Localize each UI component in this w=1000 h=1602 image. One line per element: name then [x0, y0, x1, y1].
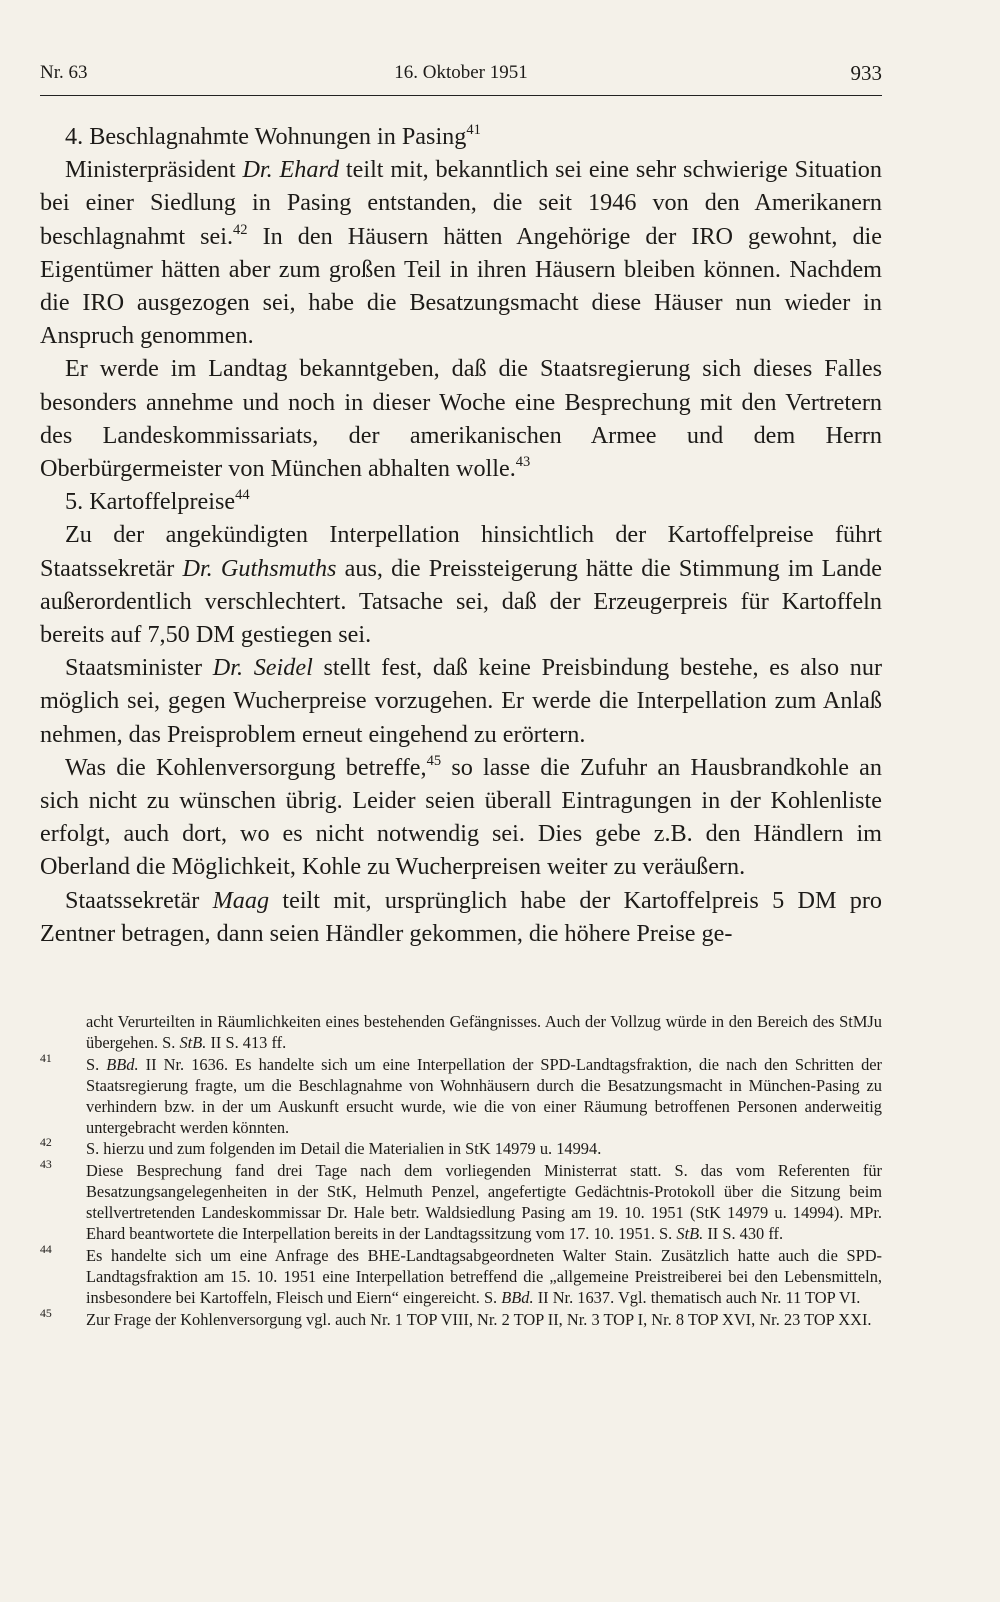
section-4-paragraph-1: Ministerpräsident Dr. Ehard teilt mit, bekanntlich sei eine sehr schwierige Situation bei einer Siedlung in Pasing entstanden, die seit 1946 von den Amerikanern beschlagnahmt sei.$^{42}$ In den Häusern hätten Angehörige der IRO gewohnt, die Eigentümer hätten aber zum großen Teil in ihren Häusern bleiben können. Nachdem die IRO ausgezogen sei, habe die Besatzungsmacht diese Häuser nun wieder in Anspruch genommen.	[40, 156, 882, 350]
section-4-paragraph-2: Er werde im Landtag bekanntgeben, daß die Staatsregierung sich dieses Falles besonders annehme und noch in dieser Woche eine Besprechung mit den Vertretern des Landeskommissariats, der amerikanischen Armee und dem Herrn Oberbürgermeister von München abhalten wolle.$^{43}$	[40, 355, 882, 483]
running-header	[40, 55, 882, 91]
section-5-paragraph-4: Staatssekretär Maag teilt mit, ursprünglich habe der Kartoffelpreis 5 DM pro Zentner betragen, dann seien Händler gekommen, die höhere Preise ge-	[40, 886, 882, 947]
section-5-paragraph-3: Was die Kohlenversorgung betreffe,$^{45}$ so lasse die Zufuhr an Hausbrandkohle an sich nicht zu wünschen übrig. Leider seien überall Eintragungen in der Kohlenliste erfolgt, auch dort, wo es nicht notwendig sei. Dies gebe z.B. den Händlern im Oberland die Möglichkeit, Kohle zu Wucherpreisen weiter zu veräußern.	[40, 752, 882, 881]
footnote-ref-45[interactable]: 45	[426, 752, 442, 769]
footnote-41: $^{41}$ S. BBd. II Nr. 1636. Es handelte sich um eine Interpellation der SPD-Landtagsfraktion, die nach den Schritten der Staatsregierung fragte, um die Beschlagnahme von Wohnhäusern durch die Besatzungsmacht in München-Pasing zu verhindern bzw. in der um Auskunft ersucht wurde, wie die von einer Räumung betroffenen Personen anderweitig untergebracht werden könnten.	[40, 1050, 882, 1137]
footnote-43: $^{43}$ Diese Besprechung fand drei Tage nach dem vorliegenden Ministerrat statt. S. das vom Referenten für Besatzungsangelegenheiten in der StK, Helmuth Penzel, angefertigte Gedächtnis-Protokoll über die Sitzung beim stellvertretenden Landeskommissar Dr. Hale betr. Waldsiedlung Pasing am 19. 10. 1951 (StK 14979 u. 14994). MPr. Ehard beantwortete die Interpellation bereits in der Landtagssitzung vom 17. 10. 1951. S. StB. II S. 430 ff.	[40, 1157, 882, 1244]
section-5-paragraph-1: Zu der angekündigten Interpellation hinsichtlich der Kartoffelpreise führt Staatssekretär Dr. Guthsmuths aus, die Preissteigerung hätte die Stimmung im Lande außerordentlich verschlechtert. Tatsache sei, daß der Erzeugerpreis für Kartoffeln bereits auf 7,50 DM gestiegen sei.	[40, 521, 882, 649]
footnote-45: $^{45}$ Zur Frage der Kohlenversorgung vgl. auch Nr. 1 TOP VIII, Nr. 2 TOP II, Nr. 3 TOP I, Nr. 8 TOP XVI, Nr. 23 TOP XXI.	[40, 1305, 872, 1329]
footnote-continuation: acht Verurteilten in Räumlichkeiten eines bestehenden Gefängnisses. Auch der Vollzug würde in den Bereich des StMJu übergehen. S. StB. II S. 413 ff.	[86, 1012, 882, 1052]
section-5-title: 5. Kartoffelpreise$^{44}$	[65, 487, 250, 516]
footnote-42: $^{42}$ S. hierzu und zum folgenden im Detail die Materialien in StK 14979 u. 14994.	[40, 1135, 602, 1159]
document-number: Nr. 63	[40, 62, 88, 83]
section-5-paragraph-2: Staatsminister Dr. Seidel stellt fest, daß keine Preisbindung bestehe, es also nur möglich sei, gegen Wucherpreise vorzugehen. Er werde die Interpellation zum Anlaß nehmen, das Preisproblem erneut eingehend zu erörtern.	[40, 654, 882, 748]
footnote-ref-43[interactable]: 43	[515, 453, 531, 470]
session-date: 16. Oktober 1951	[394, 62, 528, 83]
header-rule	[40, 95, 882, 96]
speaker-name: Maag	[212, 886, 270, 914]
footnotes	[40, 1012, 882, 1332]
footnote-ref-42[interactable]: 42	[233, 221, 248, 238]
speaker-name: Dr. Guthsmuths	[182, 554, 337, 582]
speaker-name: Dr. Ehard	[242, 156, 340, 184]
document-page	[40, 0, 882, 1602]
footnote-ref-41[interactable]: 41	[466, 121, 481, 138]
section-4-title: 4. Beschlagnahmte Wohnungen in Pasing$^{41}$	[65, 121, 481, 150]
main-text	[40, 120, 882, 950]
speaker-name: Dr. Seidel	[212, 654, 313, 682]
page-number: 933	[850, 61, 882, 85]
footnote-ref-44[interactable]: 44	[235, 487, 250, 504]
footnote-44: $^{44}$ Es handelte sich um eine Anfrage des BHE-Landtagsabgeordneten Walter Stain. Zusätzlich hatte auch die SPD-Landtagsfraktion am 15. 10. 1951 eine Interpellation betreffend die „allgemeine Preistreiberei bei den Lebensmitteln, insbesondere bei Kartoffeln, Fleisch und Eiern“ eingereicht. S. BBd. II Nr. 1637. Vgl. thematisch auch Nr. 11 TOP VI.	[40, 1241, 882, 1307]
